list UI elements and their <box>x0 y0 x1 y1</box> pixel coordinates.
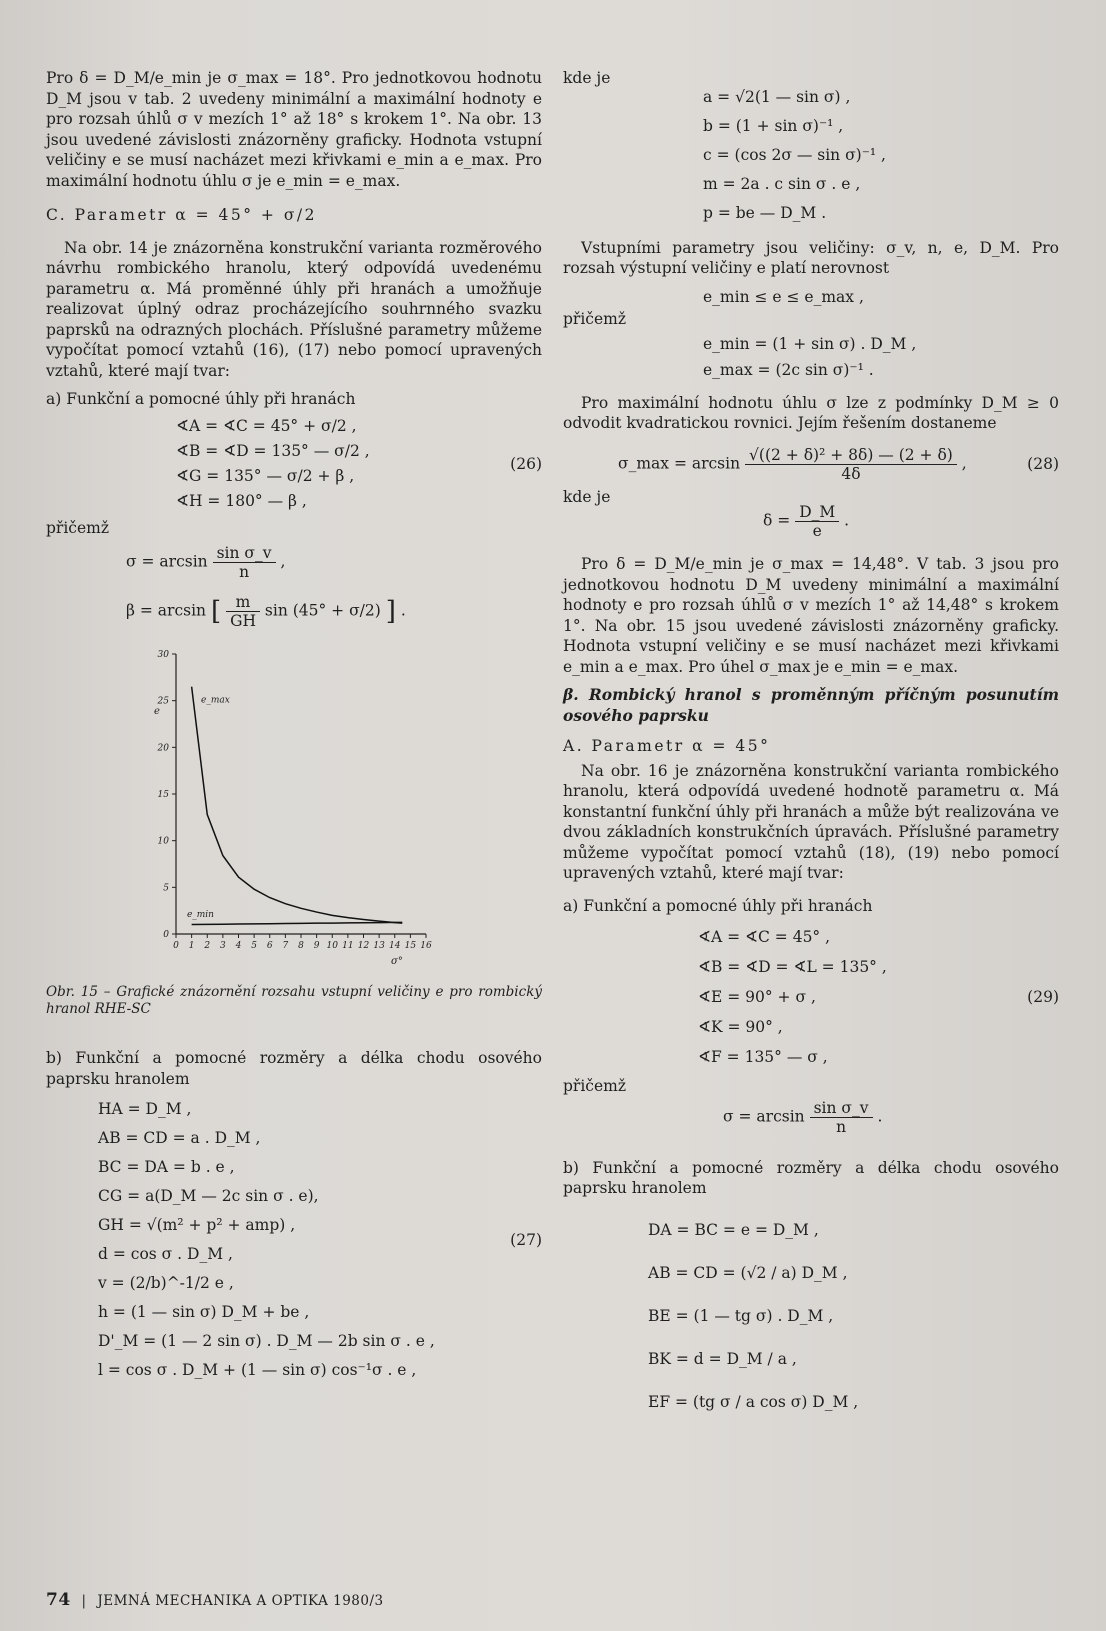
subsection-heading: a) Funkční a pomocné úhly při hranách <box>563 896 873 915</box>
paragraph: Na obr. 16 je znázorněna konstrukční varianta rombického hranolu, která odpovídá uvedené hodnotě parametru α. Má konstantní funkční úhly při hranách a může být realizována ve dvou základních konstrukčních úpravách. Příslušné parametry můžeme vypočítat pomocí vztahů (18), (19) nebo pomocí upravených vztahů, které mají tvar: <box>563 761 1059 882</box>
fraction <box>213 544 276 581</box>
label-kde-je: kde je <box>563 69 611 87</box>
equation-lhs: σ_max = arcsin <box>618 454 741 472</box>
equation-line: m = 2a . c sin σ . e , <box>703 174 861 193</box>
series-label: e_min <box>186 910 214 921</box>
equation-number: (29) <box>1027 987 1059 1006</box>
x-tick-label: 10 <box>326 941 338 951</box>
equation-line: GH = √(m² + p² + amp) , <box>98 1216 296 1234</box>
equation-line: h = (1 — sin σ) D_M + be , <box>98 1303 310 1321</box>
sigma-equation: σ = arcsin $\frac{\text{sin σ\_v}}{n}$ . <box>723 1098 883 1136</box>
fraction-denominator: e <box>812 522 822 540</box>
series-line-e-max <box>192 687 403 923</box>
equation-line: v = (2/b)^-1/2 e , <box>98 1274 234 1292</box>
equation-line: BK = d = D_M / a , <box>648 1349 797 1368</box>
x-tick-label: 0 <box>173 941 179 951</box>
x-tick-label: 3 <box>220 941 226 951</box>
x-tick-label: 11 <box>342 941 354 951</box>
page-footer: 74 | JEMNÁ MECHANIKA A OPTIKA 1980/3 <box>46 1590 384 1610</box>
equation-line: DA = BC = e = D_M , <box>648 1220 819 1239</box>
fraction-numerator: D_M <box>795 503 839 522</box>
fraction-denominator: GH <box>230 612 256 630</box>
x-tick-label: 9 <box>313 941 320 951</box>
y-tick-label: 10 <box>157 836 169 847</box>
y-tick-label: 0 <box>163 930 169 940</box>
equation-lhs: σ = arcsin <box>126 552 208 571</box>
equation-line: ∢F = 135° — σ , <box>698 1048 828 1066</box>
fraction-numerator: sin σ_v <box>213 544 276 563</box>
paragraph: Pro δ = D_M/e_min je σ_max = 14,48°. V tab. 3 jsou pro jednotkovou hodnotu D_M uvedeny minimální a maximální hodnoty e pro rozsah úhlů σ v mezích 1° až 14,48° s krokem 1°. Na obr. 15 jsou uvedené závislosti znázorněny graficky. Hodnota vstupní veličiny e se musí nacházet mezi křivkami e_min a e_max. Pro úhel σ_max je e_min = e_max. <box>563 555 1059 676</box>
equation-line: l = cos σ . D_M + (1 — sin σ) cos⁻¹σ . e , <box>98 1361 417 1379</box>
equation-line: ∢A = ∢C = 45° , <box>698 928 831 946</box>
equation-line: d = cos σ . D_M , <box>98 1245 233 1263</box>
equation-lhs: δ = <box>763 511 791 530</box>
equation-line: b = (1 + sin σ)⁻¹ , <box>703 116 844 135</box>
equation-line: CG = a(D_M — 2c sin σ . e), <box>98 1187 319 1205</box>
chart-svg <box>46 644 542 974</box>
x-tick-label: 6 <box>266 941 273 951</box>
equation-number: (27) <box>510 1230 542 1249</box>
equation-29 <box>563 922 1059 1072</box>
fraction <box>810 1099 873 1136</box>
figure-caption: Obr. 15 – Grafické znázornění rozsahu vstupní veličiny e pro rombický hranol RHE-SC <box>46 984 542 1017</box>
paragraph: Pro δ = D_M/e_min je σ_max = 18°. Pro jednotkovou hodnotu D_M jsou v tab. 2 uvedeny minimální a maximální hodnoty e pro rozsah úhlů σ v mezích 1° až 18° s krokem 1°. Na obr. 13 jsou uvedené závislosti znázorněny graficky. Hodnota vstupní veličiny e se musí nacházet mezi křivkami e_min a e_max. Pro maximální hodnotu úhlu σ je e_min = e_max. <box>46 69 542 190</box>
section-heading: β. Rombický hranol s proměnným příčným posunutím osového paprsku <box>563 685 1059 725</box>
equation-line: a = √2(1 — sin σ) , <box>703 87 851 106</box>
emax-equation: e_max = (2c sin σ)⁻¹ . <box>703 361 874 379</box>
y-tick-label: 25 <box>157 696 169 707</box>
equation-lhs: σ = arcsin <box>723 1107 805 1125</box>
y-tick-label: 20 <box>157 743 169 754</box>
equation-line: HA = D_M , <box>98 1100 192 1118</box>
equation-line: BC = DA = b . e , <box>98 1158 235 1176</box>
equation-line: BE = (1 — tg σ) . D_M , <box>648 1306 834 1325</box>
fraction-denominator: n <box>239 563 250 581</box>
label-kde-je: kde je <box>563 487 611 506</box>
x-axis-label: σ° <box>391 956 403 967</box>
equation-tail: sin (45° + σ/2) <box>264 601 381 620</box>
sigma-equation: σ = arcsin $\frac{\text{sin σ\_v}}{n}$ , <box>126 544 286 581</box>
page-number: 74 <box>46 1590 71 1610</box>
equation-30 <box>563 1209 1059 1424</box>
fraction-denominator: 4δ <box>841 464 861 483</box>
equation-line: ∢H = 180° — β , <box>176 491 307 510</box>
x-tick-label: 13 <box>373 941 385 951</box>
x-tick-label: 5 <box>251 941 257 951</box>
x-tick-label: 4 <box>235 941 242 951</box>
equation-line: D'_M = (1 — 2 sin σ) . D_M — 2b sin σ . e , <box>98 1332 435 1350</box>
equation-line: EF = (tg σ / a cos σ) D_M , <box>648 1392 859 1411</box>
x-tick-label: 14 <box>389 941 401 951</box>
equation-lhs: β = arcsin <box>126 601 207 620</box>
emin-equation: e_min = (1 + sin σ) . D_M , <box>703 334 917 353</box>
x-tick-label: 7 <box>282 941 289 951</box>
equation-line: c = (cos 2σ — sin σ)⁻¹ , <box>703 145 886 164</box>
fraction <box>745 446 957 483</box>
fraction <box>795 503 839 540</box>
equation-line: ∢E = 90° + σ , <box>698 988 816 1006</box>
fraction <box>226 593 260 630</box>
equation-line: AB = CD = a . D_M , <box>98 1129 261 1147</box>
section-heading: A. Parametr α = 45° <box>563 737 771 755</box>
equation-line: p = be — D_M . <box>703 203 827 222</box>
chart <box>46 644 542 974</box>
equation-line: ∢A = ∢C = 45° + σ/2 , <box>176 416 357 435</box>
beta-equation: β = arcsin [ $\frac{m}{GH}$ sin (45° + σ/2) ] . <box>126 593 406 630</box>
equation-line: ∢G = 135° — σ/2 + β , <box>176 466 355 485</box>
equation-number: (26) <box>510 454 542 473</box>
subsection-heading: a) Funkční a pomocné úhly při hranách <box>46 390 356 408</box>
equation-26 <box>46 414 542 514</box>
equation-line: AB = CD = (√2 / a) D_M , <box>648 1263 848 1282</box>
x-tick-label: 8 <box>298 941 304 951</box>
equation-28: σ_max = arcsin $\frac{\text{√((2 + δ)² + 8δ) — (2 + δ)}}{4\delta}$ , (28) <box>618 445 1059 483</box>
paragraph: Na obr. 14 je znázorněna konstrukční varianta rozměrového návrhu rombického hranolu, který odpovídá uvedenému parametru α. Má proměnné úhly při hranách a umožňuje realizovat úplný odraz procházejícího souhrnného svazku paprsků na odrazných plochách. Příslušné parametry můžeme vypočítat pomocí vztahů (16), (17) nebo pomocí upravených vztahů, které mají tvar: <box>46 238 542 380</box>
journal-name: JEMNÁ MECHANIKA A OPTIKA 1980/3 <box>97 1593 384 1609</box>
label-pricemz: přičemž <box>563 310 627 328</box>
label-pricemz: přičemž <box>563 1077 627 1095</box>
equation-number: (28) <box>1027 454 1059 473</box>
fraction-numerator: √((2 + δ)² + 8δ) — (2 + δ) <box>745 446 957 465</box>
equation-line: ∢K = 90° , <box>698 1018 783 1036</box>
paragraph: Vstupními parametry jsou veličiny: σ_v, n, e, D_M. Pro rozsah výstupní veličiny e platí nerovnost <box>563 238 1059 277</box>
fraction-numerator: sin σ_v <box>810 1099 873 1118</box>
y-tick-label: 15 <box>157 790 169 800</box>
paragraph: Pro maximální hodnotu úhlu σ lze z podmínky D_M ≥ 0 odvodit kvadratickou rovnici. Jejím řešením dostaneme <box>563 393 1059 432</box>
x-tick-label: 1 <box>188 941 195 951</box>
y-tick-label: 5 <box>163 883 169 894</box>
x-tick-label: 15 <box>404 941 417 951</box>
subsection-heading: b) Funkční a pomocné rozměry a délka chodu osového paprsku hranolem <box>563 1158 1059 1197</box>
x-tick-label: 16 <box>420 941 432 951</box>
equation-27 <box>46 1095 542 1385</box>
definitions <box>563 83 1059 228</box>
y-tick-label: 30 <box>157 650 169 660</box>
series-label: e_max <box>201 695 230 706</box>
subsection-heading: b) Funkční a pomocné rozměry a délka chodu osového paprsku hranolem <box>46 1049 542 1088</box>
fraction-denominator: n <box>836 1117 847 1136</box>
label-pricemz: přičemž <box>46 518 110 537</box>
x-tick-label: 2 <box>204 941 211 951</box>
fraction-numerator: m <box>226 593 260 612</box>
series-line-e-min <box>192 922 403 924</box>
section-heading: C. Parametr α = 45° + σ/2 <box>46 206 318 224</box>
equation-line: ∢B = ∢D = ∢L = 135° , <box>698 958 887 976</box>
delta-equation: δ = $\frac{D\_M}{e}$ . <box>763 503 850 540</box>
equation-line: ∢B = ∢D = 135° — σ/2 , <box>176 441 370 460</box>
left-column <box>46 68 542 1389</box>
y-axis-label: e <box>154 706 160 717</box>
x-tick-label: 12 <box>357 941 370 951</box>
right-column <box>563 68 1059 1424</box>
inequality: e_min ≤ e ≤ e_max , <box>703 287 864 306</box>
